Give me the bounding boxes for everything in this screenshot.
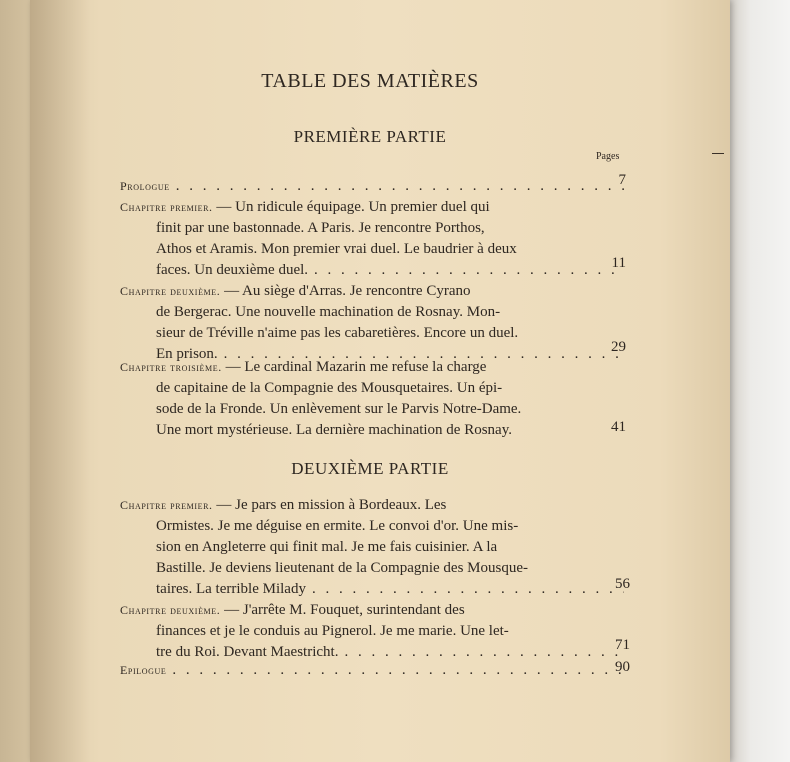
toc-entry-epilogue <box>120 660 630 681</box>
page-number: 11 <box>611 255 626 271</box>
toc-entry-chapter <box>120 495 630 600</box>
toc-line <box>120 378 630 399</box>
entry-text: tre du Roi. Devant Maestricht. <box>156 644 339 660</box>
entry-text: — Un ridicule équipage. Un premier duel qui <box>216 199 490 215</box>
page-number: 71 <box>615 637 630 653</box>
dot-leader <box>314 260 624 281</box>
entry-heading: Chapitre deuxième. <box>120 603 221 617</box>
toc-line <box>120 660 630 681</box>
part-title: DEUXIÈME PARTIE <box>291 459 449 478</box>
dot-leader <box>312 579 624 600</box>
toc-line <box>120 399 630 420</box>
toc-line <box>120 579 630 600</box>
entry-text: de capitaine de la Compagnie des Mousquetaires. Un épi- <box>156 380 503 396</box>
toc-line <box>120 621 630 642</box>
entry-text: — Je pars en mission à Bordeaux. Les <box>216 497 447 513</box>
toc-entry-chapter <box>120 357 630 441</box>
toc-line <box>120 281 630 302</box>
entry-text: Une mort mystérieuse. La dernière machination de Rosnay. <box>156 422 512 438</box>
toc-line <box>120 558 630 579</box>
toc-line <box>120 197 630 218</box>
entry-text: de Bergerac. Une nouvelle machination de Rosnay. Mon- <box>156 304 501 320</box>
pages-column-label: Pages <box>596 151 620 162</box>
entry-heading: Prologue <box>120 179 170 193</box>
entry-text: sode de la Fronde. Un enlèvement sur le Parvis Notre-Dame. <box>156 401 522 417</box>
toc-line <box>120 357 630 378</box>
toc-line <box>120 516 630 537</box>
toc-entry-chapter <box>120 281 630 365</box>
toc-line <box>120 420 630 441</box>
page-title: TABLE DES MATIÈRES <box>261 70 479 92</box>
dot-leader <box>172 660 624 681</box>
entry-heading: Epilogue <box>120 663 167 677</box>
entry-text: — Au siège d'Arras. Je rencontre Cyrano <box>224 283 471 299</box>
entry-text: — Le cardinal Mazarin me refuse la charge <box>225 359 487 375</box>
dot-leader <box>176 176 624 197</box>
background-right <box>724 0 790 762</box>
toc-line <box>120 176 630 197</box>
entry-text: sieur de Tréville n'aime pas les cabaretières. Encore un duel. <box>156 325 519 341</box>
entry-text: — J'arrête M. Fouquet, surintendant des <box>224 602 465 618</box>
entry-text: finances et je le conduis au Pignerol. Je me marie. Une let- <box>156 623 509 639</box>
page-number: 41 <box>611 419 626 435</box>
page-edge-mark <box>712 153 724 154</box>
entry-text: En prison. <box>156 346 218 362</box>
entry-heading: Chapitre troisième. <box>120 360 222 374</box>
toc-entry-chapter <box>120 197 630 281</box>
entry-text: taires. La terrible Milady <box>156 581 306 597</box>
entry-text: sion en Angleterre qui finit mal. Je me fais cuisinier. A la <box>156 539 498 555</box>
page-number: 56 <box>615 576 630 592</box>
toc-line <box>120 218 630 239</box>
page-number: 90 <box>615 659 630 675</box>
entry-text: Bastille. Je deviens lieutenant de la Compagnie des Mousque- <box>156 560 528 576</box>
toc-line <box>120 239 630 260</box>
entry-text: Athos et Aramis. Mon premier vrai duel. Le baudrier à deux <box>156 241 517 257</box>
toc-line <box>120 302 630 323</box>
toc-line <box>120 537 630 558</box>
entry-text: faces. Un deuxième duel. <box>156 262 309 278</box>
page-number: 7 <box>618 172 626 188</box>
entry-heading: Chapitre premier. <box>120 200 213 214</box>
entry-text: Ormistes. Je me déguise en ermite. Le convoi d'or. Une mis- <box>156 518 519 534</box>
entry-heading: Chapitre premier. <box>120 498 213 512</box>
entry-heading: Chapitre deuxième. <box>120 284 221 298</box>
toc-line <box>120 260 630 281</box>
part-title: PREMIÈRE PARTIE <box>293 127 447 146</box>
toc-line <box>120 495 630 516</box>
toc-line <box>120 323 630 344</box>
toc-entry-chapter <box>120 600 630 663</box>
toc-line <box>120 600 630 621</box>
entry-text: finit par une bastonnade. A Paris. Je rencontre Porthos, <box>156 220 485 236</box>
page-number: 29 <box>611 339 626 355</box>
page-gutter-shadow <box>30 0 90 762</box>
toc-entry-prologue <box>120 176 630 197</box>
